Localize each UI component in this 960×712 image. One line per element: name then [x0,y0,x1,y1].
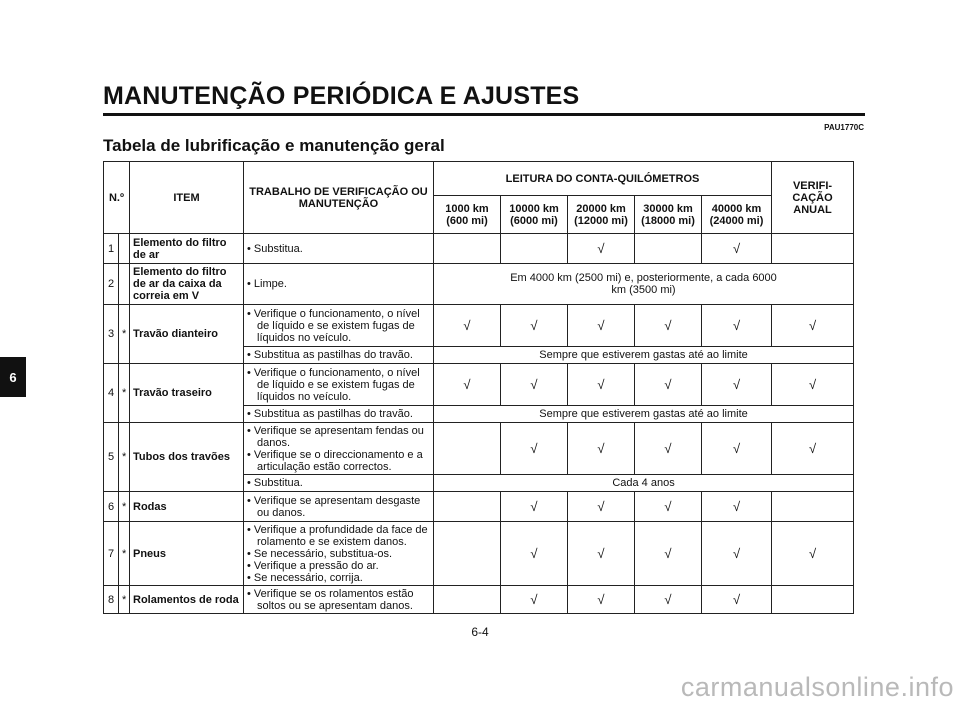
header-annual: VERIFI-CAÇÃO ANUAL [772,162,854,234]
section-title: Tabela de lubrificação e manutenção geral [103,136,445,155]
page-header-title: MANUTENÇÃO PERIÓDICA E AJUSTES [103,82,580,110]
table-row: 6 * Rodas • Verifique se apresentam desgaste ou danos. √ √ √ √ [104,492,854,522]
check-mark: √ [772,522,854,586]
check-mark: √ [501,305,568,347]
chapter-tab[interactable] [0,357,26,397]
work-cell: • Verifique o funcionamento, o nível de líquido e se existem fugas de líquidos no veículo. [244,305,434,347]
check-mark: √ [568,423,635,475]
check-mark: √ [568,522,635,586]
check-mark: √ [702,522,772,586]
header-divider [103,113,865,116]
work-cell: • Substitua. [244,475,434,492]
check-mark: √ [568,305,635,347]
check-mark: √ [568,586,635,614]
document-code: PAU1770C [824,123,864,132]
check-mark: √ [772,305,854,347]
table-row: 2 Elemento do filtro de ar da caixa da correia em V • Limpe. Em 4000 km (2500 mi) e, posteriormente, a cada 6000 km (3500 mi) [104,264,854,305]
work-cell: • Verifique se apresentam desgaste ou danos. [244,492,434,522]
work-cell: • Verifique se os rolamentos estão soltos ou se apresentam danos. [244,586,434,614]
check-mark: √ [501,423,568,475]
table-row: 3 * Travão dianteiro • Verifique o funcionamento, o nível de líquido e se existem fugas de líquidos no veículo. √ √ √ √ √ √ [104,305,854,347]
item-name: Tubos dos travões [130,423,244,492]
check-mark: √ [702,234,772,264]
check-mark: √ [568,234,635,264]
header-num: N.º [104,162,130,234]
interval-note: Sempre que estiverem gastas até ao limite [434,406,854,423]
header-odometer: LEITURA DO CONTA-QUILÓMETROS [434,162,772,196]
interval-note: Em 4000 km (2500 mi) e, posteriormente, a cada 6000 km (3500 mi) [434,264,854,305]
check-mark: √ [568,492,635,522]
maintenance-table [103,161,854,614]
page-number: 6-4 [471,625,489,639]
check-mark: √ [702,364,772,406]
check-mark: √ [501,522,568,586]
work-cell: • Substitua as pastilhas do travão. [244,347,434,364]
table-row: 4 * Travão traseiro • Verifique o funcionamento, o nível de líquido e se existem fugas de líquidos no veículo. √ √ √ √ √ √ [104,364,854,406]
work-cell: • Substitua. [244,234,434,264]
item-name: Elemento do filtro de ar [130,234,244,264]
item-name: Pneus [130,522,244,586]
interval-note: Cada 4 anos [434,475,854,492]
table-row: 1 Elemento do filtro de ar • Substitua. √ √ [104,234,854,264]
table-row: 5 * Tubos dos travões • Verifique se apresentam fendas ou danos. • Verifique se o direccionamento e a articulação estão correctos. √ √ √ √ √ [104,423,854,475]
check-mark: √ [702,586,772,614]
work-cell: • Verifique se apresentam fendas ou danos. • Verifique se o direccionamento e a articulação estão correctos. [244,423,434,475]
check-mark: √ [635,522,702,586]
check-mark: √ [501,586,568,614]
header-km-30000: 30000 km (18000 mi) [635,196,702,234]
check-mark: √ [434,305,501,347]
item-name: Rolamentos de roda [130,586,244,614]
check-mark: √ [702,492,772,522]
work-cell: • Verifique o funcionamento, o nível de líquido e se existem fugas de líquidos no veículo. [244,364,434,406]
header-work: TRABALHO DE VERIFICAÇÃO OU MANUTENÇÃO [244,162,434,234]
check-mark: √ [568,364,635,406]
header-km-20000: 20000 km (12000 mi) [568,196,635,234]
check-mark: √ [501,364,568,406]
watermark: carmanualsonline.info [680,672,954,702]
check-mark: √ [635,586,702,614]
check-mark: √ [501,492,568,522]
check-mark: √ [635,364,702,406]
item-name: Travão dianteiro [130,305,244,364]
header-km-10000: 10000 km (6000 mi) [501,196,568,234]
header-km-40000: 40000 km (24000 mi) [702,196,772,234]
table-row: 7 * Pneus • Verifique a profundidade da face de rolamento e se existem danos. • Se necessário, substitua-os. • Verifique a pressão do ar. • Se necessário, corrija. √ √ √ √ √ [104,522,854,586]
item-name: Travão traseiro [130,364,244,423]
check-mark: √ [772,364,854,406]
check-mark: √ [635,305,702,347]
work-cell: • Substitua as pastilhas do travão. [244,406,434,423]
check-mark: √ [635,492,702,522]
check-mark: √ [635,423,702,475]
header-item: ITEM [130,162,244,234]
check-mark: √ [702,305,772,347]
work-cell: • Verifique a profundidade da face de rolamento e se existem danos. • Se necessário, substitua-os. • Verifique a pressão do ar. • Se necessário, corrija. [244,522,434,586]
header-km-1000: 1000 km (600 mi) [434,196,501,234]
check-mark: √ [702,423,772,475]
check-mark: √ [434,364,501,406]
item-name: Elemento do filtro de ar da caixa da correia em V [130,264,244,305]
chapter-tab-label: 6 [9,369,17,385]
check-mark: √ [772,423,854,475]
work-cell: • Limpe. [244,264,434,305]
table-row: 8 * Rolamentos de roda • Verifique se os rolamentos estão soltos ou se apresentam danos. √ √ √ √ [104,586,854,614]
interval-note: Sempre que estiverem gastas até ao limite [434,347,854,364]
item-name: Rodas [130,492,244,522]
